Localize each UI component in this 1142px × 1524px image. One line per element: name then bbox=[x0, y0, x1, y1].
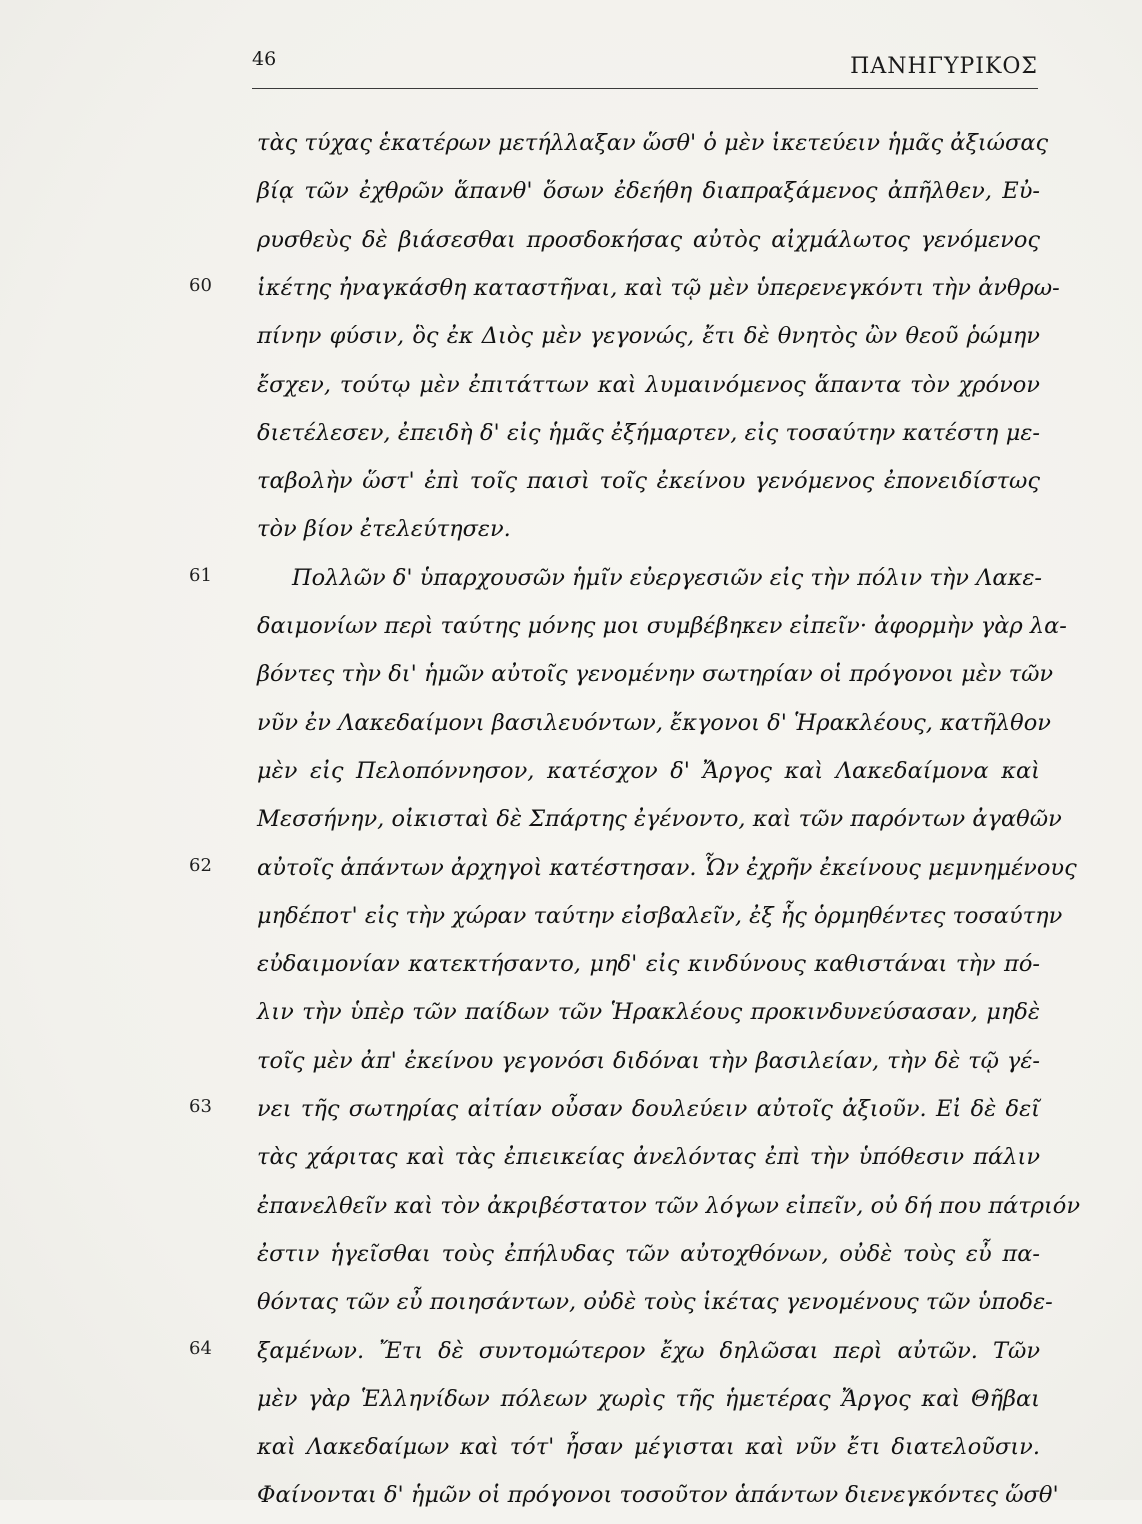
line-text: τοῖς μὲν ἀπ' ἐκείνου γεγονόσι διδόναι τὴν βασιλείαν, τὴν δὲ τῷ γέ- bbox=[257, 1047, 1040, 1074]
running-title: ΠΑΝΗΓΥΡΙΚΟΣ bbox=[850, 54, 1038, 79]
text-line bbox=[0, 267, 1142, 317]
line-text: καὶ Λακεδαίμων καὶ τότ' ἦσαν μέγισται καὶ νῦν ἔτι διατελοῦσιν. bbox=[257, 1434, 1040, 1461]
text-line bbox=[0, 122, 1142, 172]
line-text: δαιμονίων περὶ ταύτης μόνης μοι συμβέβηκεν εἰπεῖν· ἀφορμὴν γὰρ λα- bbox=[257, 613, 1067, 639]
text-line bbox=[0, 847, 1142, 897]
line-text: εὐδαιμονίαν κατεκτήσαντο, μηδ' εἰς κινδύνους καθιστάναι τὴν πό- bbox=[257, 951, 1040, 978]
text-line bbox=[0, 412, 1142, 462]
text-line bbox=[0, 653, 1142, 703]
line-text: θόντας τῶν εὖ ποιησάντων, οὐδὲ τοὺς ἱκέτας γενομένους τῶν ὑποδε- bbox=[257, 1289, 1053, 1316]
line-text: τὰς χάριτας καὶ τὰς ἐπιεικείας ἀνελόντας ἐπὶ τὴν ὑπόθεσιν πάλιν bbox=[257, 1144, 1040, 1171]
text-line bbox=[0, 1426, 1142, 1476]
line-text: μὲν γὰρ Ἑλληνίδων πόλεων χωρὶς τῆς ἡμετέρας Ἄργος καὶ Θῆβαι bbox=[257, 1385, 1040, 1412]
text-line bbox=[0, 798, 1142, 848]
line-text: ἐστιν ἡγεῖσθαι τοὺς ἐπήλυδας τῶν αὐτοχθόνων, οὐδὲ τοὺς εὖ πα- bbox=[257, 1240, 1040, 1267]
line-text: αὐτοῖς ἁπάντων ἀρχηγοὶ κατέστησαν. Ὧν ἐχρῆν ἐκείνους μεμνημένους bbox=[257, 854, 1077, 881]
text-line bbox=[0, 605, 1142, 655]
line-text: Φαίνονται δ' ἡμῶν οἱ πρόγονοι τοσοῦτον ἁπάντων διενεγκόντες ὥσθ' bbox=[257, 1482, 1059, 1509]
text-line bbox=[0, 1185, 1142, 1235]
line-text: βόντες τὴν δι' ἡμῶν αὐτοῖς γενομένην σωτηρίαν οἱ πρόγονοι μὲν τῶν bbox=[257, 661, 1054, 688]
text-line bbox=[0, 1233, 1142, 1283]
line-text: πίνην φύσιν, ὃς ἐκ Διὸς μὲν γεγονώς, ἔτι δὲ θνητὸς ὢν θεοῦ ῥώμην bbox=[257, 323, 1040, 350]
line-text: Πολλῶν δ' ὑπαρχουσῶν ἡμῖν εὐεργεσιῶν εἰς τὴν πόλιν τὴν Λακε- bbox=[292, 564, 1043, 591]
line-text: ἐπανελθεῖν καὶ τὸν ἀκριβέστατον τῶν λόγων εἰπεῖν, οὐ δή που πάτριόν bbox=[257, 1192, 1081, 1219]
text-line bbox=[0, 170, 1142, 220]
line-text: νει τῆς σωτηρίας αἰτίαν οὖσαν δουλεύειν αὐτοῖς ἀξιοῦν. Εἰ δὲ δεῖ bbox=[257, 1096, 1040, 1122]
page-number: 46 bbox=[252, 48, 277, 70]
section-number: 60 bbox=[189, 274, 212, 296]
text-line bbox=[0, 1088, 1142, 1138]
line-text: διετέλεσεν, ἐπειδὴ δ' εἰς ἡμᾶς ἐξήμαρτεν, εἰς τοσαύτην κατέστη με- bbox=[257, 419, 1040, 446]
text-line bbox=[0, 315, 1142, 365]
text-line bbox=[0, 750, 1142, 800]
text-line bbox=[0, 508, 1142, 558]
line-text: τὰς τύχας ἑκατέρων μετήλλαξαν ὥσθ' ὁ μὲν ἱκετεύειν ἡμᾶς ἀξιώσας bbox=[257, 130, 1049, 156]
line-text: τὸν βίον ἐτελεύτησεν. bbox=[257, 516, 511, 543]
text-line bbox=[0, 943, 1142, 993]
section-number: 61 bbox=[189, 564, 212, 586]
line-text: ξαμένων. Ἔτι δὲ συντομώτερον ἔχω δηλῶσαι περὶ αὐτῶν. Τῶν bbox=[257, 1337, 1040, 1364]
text-line bbox=[0, 460, 1142, 510]
text-line bbox=[0, 1474, 1142, 1524]
line-text: μὲν εἰς Πελοπόννησον, κατέσχον δ' Ἄργος καὶ Λακεδαίμονα καὶ bbox=[257, 757, 1040, 784]
line-text: νῦν ἐν Λακεδαίμονι βασιλευόντων, ἔκγονοι δ' Ἡρακλέους, κατῆλθον bbox=[257, 709, 1051, 736]
page-header bbox=[252, 40, 1038, 89]
text-line bbox=[0, 1040, 1142, 1090]
section-number: 62 bbox=[189, 854, 212, 876]
line-text: ρυσθεὺς δὲ βιάσεσθαι προσδοκήσας αὐτὸς αἰχμάλωτος γενόμενος bbox=[257, 226, 1040, 253]
section-number: 63 bbox=[189, 1096, 212, 1117]
text-line bbox=[0, 219, 1142, 269]
text-line bbox=[0, 1281, 1142, 1331]
text-line bbox=[0, 557, 1142, 607]
text-line bbox=[0, 895, 1142, 945]
line-text: λιν τὴν ὑπὲρ τῶν παίδων τῶν Ἡρακλέους προκινδυνεύσασαν, μηδὲ bbox=[257, 999, 1040, 1026]
section-number: 64 bbox=[189, 1337, 212, 1359]
text-line bbox=[0, 1136, 1142, 1186]
line-text: ἔσχεν, τούτῳ μὲν ἐπιτάττων καὶ λυμαινόμενος ἅπαντα τὸν χρόνον bbox=[257, 371, 1040, 398]
text-line bbox=[0, 364, 1142, 414]
line-text: βίᾳ τῶν ἐχθρῶν ἅπανθ' ὅσων ἐδεήθη διαπραξάμενος ἀπῆλθεν, Εὐ- bbox=[257, 178, 1040, 205]
text-line bbox=[0, 991, 1142, 1041]
line-text: μηδέποτ' εἰς τὴν χώραν ταύτην εἰσβαλεῖν, ἐξ ἧς ὁρμηθέντες τοσαύτην bbox=[257, 902, 1063, 929]
text-line bbox=[0, 1330, 1142, 1380]
text-line bbox=[0, 702, 1142, 752]
line-text: Μεσσήνην, οἰκισταὶ δὲ Σπάρτης ἐγένοντο, καὶ τῶν παρόντων ἀγαθῶν bbox=[257, 806, 1062, 833]
line-text: ἱκέτης ἠναγκάσθη καταστῆναι, καὶ τῷ μὲν ὑπερενεγκόντι τὴν ἀνθρω- bbox=[257, 274, 1060, 301]
line-text: ταβολὴν ὥστ' ἐπὶ τοῖς παισὶ τοῖς ἐκείνου γενόμενος ἐπονειδίστως bbox=[257, 468, 1040, 495]
text-line bbox=[0, 1378, 1142, 1428]
